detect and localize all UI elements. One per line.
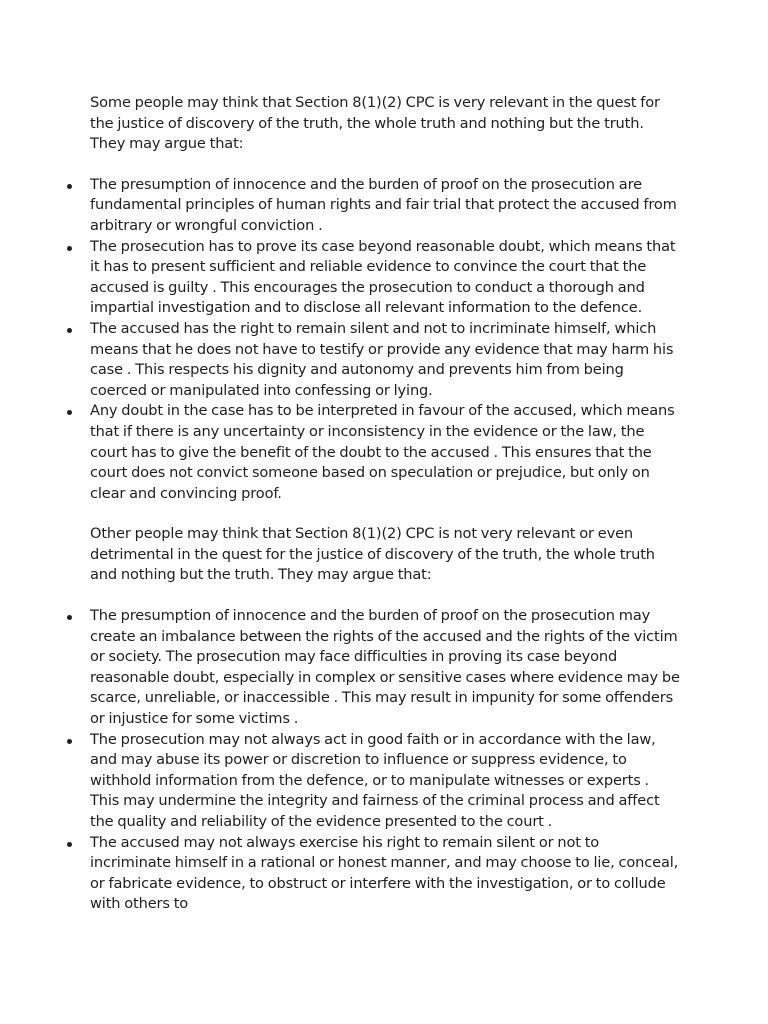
list-item <box>90 237 682 319</box>
bullet-icon <box>67 184 72 189</box>
list-item <box>90 730 682 833</box>
list-item-text: The presumption of innocence and the burden of proof on the prosecution are fundamental principles of human rights and fair trial that protect the accused from arbitrary or wrongful conviction . <box>90 175 677 234</box>
list-item <box>90 319 682 401</box>
bullet-icon <box>67 246 72 251</box>
document-page <box>90 93 682 915</box>
paragraph-spacer <box>90 586 682 606</box>
list-item-text: The prosecution has to prove its case beyond reasonable doubt, which means that it has to present sufficient and reliable evidence to convince the court that the accused is guilty . This encourages the prosecution to conduct a thorough and impartial investigation and to disclose all relevant information to the defence. <box>90 237 676 317</box>
list-item-text: The presumption of innocence and the burden of proof on the prosecution may create an imbalance between the rights of the accused and the rights of the victim or society. The prosecution may face difficulties in proving its case beyond reasonable doubt, especially in complex or sensitive cases where evidence may be scarce, unreliable, or inaccessible . This may result in impunity for some offenders or injustice for some victims . <box>90 607 680 728</box>
list-item <box>90 606 682 730</box>
bullet-icon <box>67 410 72 415</box>
bullet-icon <box>67 615 72 620</box>
list-item-text: Any doubt in the case has to be interpreted in favour of the accused, which means that if there is any uncertainty or inconsistency in the evidence or the law, the court has to give the benefit of the doubt to the accused . This ensures that the court does not convict someone based on speculation or prejudice, but only on clear and convincing proof. <box>90 402 675 502</box>
list-item <box>90 401 682 504</box>
list-item-text: The accused has the right to remain silent and not to incriminate himself, which means that he does not have to testify or provide any evidence that may harm his case . This respects his dignity and autonomy and prevents him from being coerced or manipulated into confessing or lying. <box>90 319 674 399</box>
bullet-list-2 <box>90 606 682 915</box>
bullet-icon <box>67 842 72 847</box>
bullet-icon <box>67 328 72 333</box>
paragraph-spacer <box>90 504 682 524</box>
intro-paragraph-2: Other people may think that Section 8(1)(2) CPC is not very relevant or even detrimental in the quest for the justice of discovery of the truth, the whole truth and nothing but the truth. They may argue that: <box>90 525 655 584</box>
list-item-text: The accused may not always exercise his right to remain silent or not to incriminate himself in a rational or honest manner, and may choose to lie, conceal, or fabricate evidence, to obstruct or interfere with the investigation, or to collude with others to <box>90 833 679 913</box>
bullet-list-1 <box>90 175 682 505</box>
list-item <box>90 833 682 915</box>
intro-paragraph-1: Some people may think that Section 8(1)(2) CPC is very relevant in the quest for the justice of discovery of the truth, the whole truth and nothing but the truth. They may argue that: <box>90 94 660 153</box>
list-item-text: The prosecution may not always act in good faith or in accordance with the law, and may abuse its power or discretion to influence or suppress evidence, to withhold information from the defence, or to manipulate witnesses or experts . This may undermine the integrity and fairness of the criminal process and affect the quality and reliability of the evidence presented to the court . <box>90 730 660 830</box>
paragraph-spacer <box>90 155 682 175</box>
bullet-icon <box>67 739 72 744</box>
list-item <box>90 175 682 237</box>
